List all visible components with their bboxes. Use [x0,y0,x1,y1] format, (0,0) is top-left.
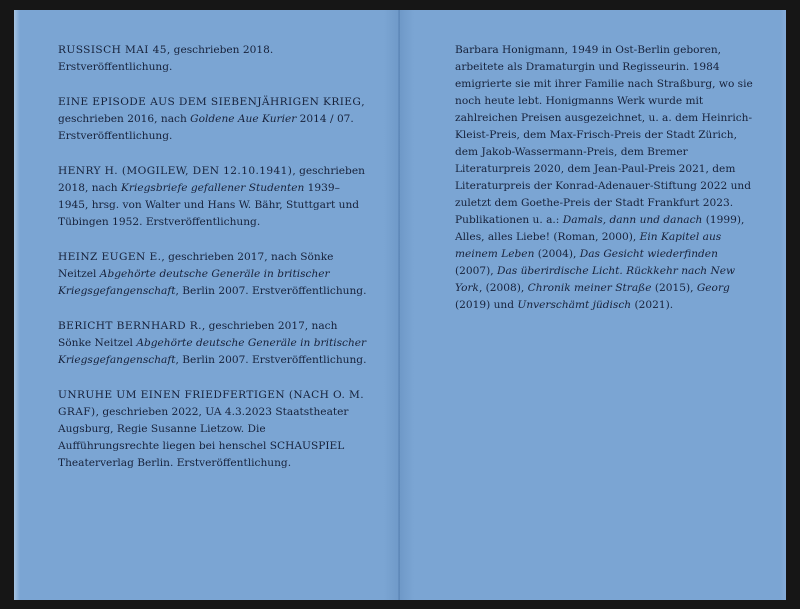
entry-source-title: Goldene Aue Kurier [190,113,297,125]
book-title: Chronik meiner Straße [527,282,652,294]
bio-text: (2007), [455,265,497,277]
book-title: Damals, dann und danach [562,214,703,226]
entry-text: , geschrieben 2018. Erstveröffentlichung. [58,44,274,73]
credit-entry [58,163,370,231]
entry-text: , geschrieben 2016, nach [58,96,365,125]
credit-entry [58,94,370,145]
entry-title: HENRY H. (MOGILEW, DEN 12.10.1941) [58,165,293,177]
entry-text: , geschrieben 2018, nach [58,165,365,194]
entry-text: , geschrieben 2017, nach Sönke Neitzel [58,320,338,349]
entry-text: , geschrieben 2017, nach Sönke Neitzel [58,251,334,280]
left-page [14,10,400,600]
book-title: Das überirdische Licht. Rückkehr nach New York [455,265,736,294]
bio-text: (2019) und [455,299,518,311]
right-page [400,10,786,600]
bio-text: (2004), [534,248,580,260]
entry-title: BERICHT BERNHARD R. [58,320,202,332]
entry-title: HEINZ EUGEN E. [58,251,162,263]
entry-text: , Berlin 2007. Erstveröffentlichung. [175,354,367,366]
entry-title: RUSSISCH MAI 45 [58,44,167,56]
entry-text: , geschrieben 2022, UA 4.3.2023 Staatstheater Augsburg, Regie Susanne Lietzow. Die Aufführungsrechte liegen bei henschel SCHAUSPIEL Theaterverlag Berlin. Erstveröffentlichung. [58,406,349,469]
entry-source-title: Abgehörte deutsche Generäle in britischer Kriegsgefangenschaft [58,337,367,366]
book-title: Das Gesicht wiederfinden [579,248,718,260]
entry-source-title: Kriegsbriefe gefallener Studenten [120,182,305,194]
book-title: Unverschämt jüdisch [517,299,632,311]
bio-text: , (2008), [478,282,528,294]
book-title: Georg [696,282,730,294]
entry-title: EINE EPISODE AUS DEM SIEBENJÄHRIGEN KRIEG [58,96,362,108]
entry-text: , Berlin 2007. Erstveröffentlichung. [175,285,367,297]
credit-entry [58,387,370,472]
credit-entry [58,318,370,369]
bio-text: Barbara Honigmann, 1949 in Ost-Berlin geboren, arbeitete als Dramaturgin und Regisseurin. 1984 emigrierte sie mit ihrer Familie nach Straßburg, wo sie noch heute lebt. Honigmanns Werk wurde mit zahlreichen Preisen ausgezeichnet, u. a. dem Heinrich-Kleist-Preis, dem Max-Frisch-Preis der Stadt Zürich, dem Jakob-Wassermann-Preis, dem Bremer Literaturpreis 2020, dem Jean-Paul-Preis 2021, dem Literaturpreis der Konrad-Adenauer-Stiftung 2022 und zuletzt dem Goethe-Preis der Stadt Frankfurt 2023. Publikationen u. a.: [455,44,753,226]
bio-text: (2021). [631,299,674,311]
entry-source-title: Abgehörte deutsche Generäle in britischer Kriegsgefangenschaft [58,268,330,297]
bio-text: (1999), Alles, alles Liebe! (Roman, 2000), [455,214,745,243]
credit-entry [58,249,370,300]
credit-entry [58,42,370,76]
bio-text: (2015), [651,282,697,294]
author-biography [455,42,758,314]
entry-text: 2014 / 07. Erstveröffentlichung. [58,113,354,142]
book-title: Ein Kapitel aus meinem Leben [455,231,722,260]
open-book [14,10,786,600]
entry-title: UNRUHE UM EINEN FRIEDFERTIGEN (NACH O. M. GRAF) [58,389,365,418]
entry-text: 1939–1945, hrsg. von Walter und Hans W. Bähr, Stuttgart und Tübingen 1952. Erstveröffentlichung. [58,182,360,228]
